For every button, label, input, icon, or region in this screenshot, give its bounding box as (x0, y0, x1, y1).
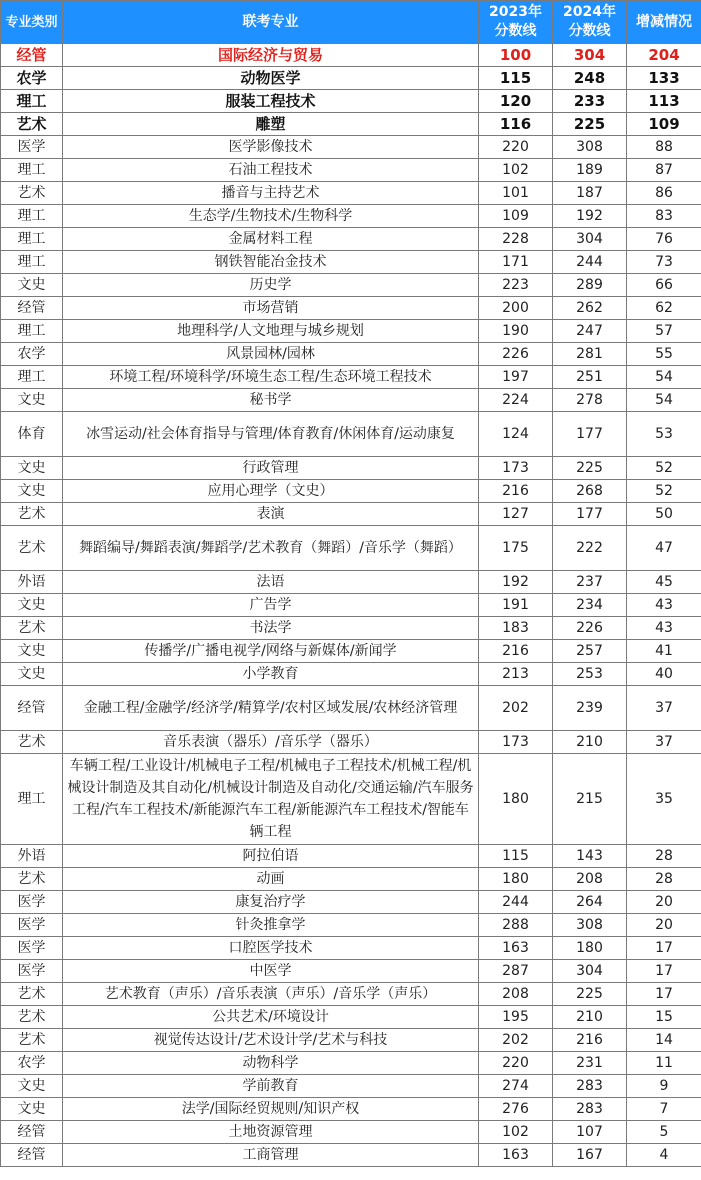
score-2023-cell: 244 (479, 891, 553, 914)
table-row (1, 1052, 701, 1075)
score-2024-cell: 251 (553, 366, 627, 389)
table-row (1, 914, 701, 937)
category-cell: 文史 (1, 1075, 63, 1098)
category-cell: 文史 (1, 640, 63, 663)
score-2023-cell: 102 (479, 159, 553, 182)
change-cell: 204 (627, 44, 701, 67)
change-cell: 17 (627, 960, 701, 983)
score-2024-cell: 278 (553, 389, 627, 412)
score-2024-cell: 226 (553, 617, 627, 640)
table-row (1, 1006, 701, 1029)
category-cell: 理工 (1, 159, 63, 182)
major-cell: 阿拉伯语 (63, 845, 479, 868)
score-2024-cell: 177 (553, 503, 627, 526)
category-cell: 艺术 (1, 983, 63, 1006)
table-row (1, 228, 701, 251)
score-2023-cell: 116 (479, 113, 553, 136)
score-2023-cell: 163 (479, 937, 553, 960)
category-cell: 文史 (1, 480, 63, 503)
major-cell: 播音与主持艺术 (63, 182, 479, 205)
change-cell: 54 (627, 366, 701, 389)
score-2024-cell: 233 (553, 90, 627, 113)
major-cell: 艺术教育（声乐）/音乐表演（声乐）/音乐学（声乐） (63, 983, 479, 1006)
table-row (1, 1144, 701, 1167)
score-2023-cell: 276 (479, 1098, 553, 1121)
table-row (1, 320, 701, 343)
major-cell: 钢铁智能冶金技术 (63, 251, 479, 274)
table-row (1, 731, 701, 754)
table-row (1, 343, 701, 366)
table-row (1, 480, 701, 503)
table-row (1, 983, 701, 1006)
score-2023-cell: 183 (479, 617, 553, 640)
change-cell: 54 (627, 389, 701, 412)
table-row (1, 113, 701, 136)
major-cell: 服装工程技术 (63, 90, 479, 113)
header-major: 联考专业 (63, 1, 479, 44)
table-row (1, 274, 701, 297)
score-2024-cell: 239 (553, 686, 627, 731)
score-2023-cell: 173 (479, 457, 553, 480)
score-2023-cell: 226 (479, 343, 553, 366)
score-2024-cell: 308 (553, 914, 627, 937)
change-cell: 73 (627, 251, 701, 274)
score-2023-cell: 124 (479, 412, 553, 457)
major-cell: 广告学 (63, 594, 479, 617)
category-cell: 经管 (1, 1121, 63, 1144)
change-cell: 43 (627, 594, 701, 617)
category-cell: 医学 (1, 891, 63, 914)
change-cell: 45 (627, 571, 701, 594)
major-cell: 视觉传达设计/艺术设计学/艺术与科技 (63, 1029, 479, 1052)
change-cell: 28 (627, 845, 701, 868)
change-cell: 11 (627, 1052, 701, 1075)
category-cell: 理工 (1, 320, 63, 343)
major-cell: 动物医学 (63, 67, 479, 90)
score-2023-cell: 109 (479, 205, 553, 228)
table-row (1, 1098, 701, 1121)
score-2024-cell: 304 (553, 44, 627, 67)
score-2023-cell: 175 (479, 526, 553, 571)
score-2023-cell: 216 (479, 640, 553, 663)
major-cell: 地理科学/人文地理与城乡规划 (63, 320, 479, 343)
score-2023-cell: 202 (479, 686, 553, 731)
category-cell: 艺术 (1, 182, 63, 205)
score-2023-cell: 180 (479, 754, 553, 845)
change-cell: 40 (627, 663, 701, 686)
category-cell: 理工 (1, 251, 63, 274)
table-row (1, 571, 701, 594)
category-cell: 文史 (1, 457, 63, 480)
major-cell: 雕塑 (63, 113, 479, 136)
major-cell: 风景园林/园林 (63, 343, 479, 366)
major-cell: 法语 (63, 571, 479, 594)
table-row (1, 90, 701, 113)
table-row (1, 412, 701, 457)
score-2024-cell: 264 (553, 891, 627, 914)
category-cell: 艺术 (1, 1029, 63, 1052)
score-2023-cell: 191 (479, 594, 553, 617)
table-row (1, 526, 701, 571)
major-cell: 舞蹈编导/舞蹈表演/舞蹈学/艺术教育（舞蹈）/音乐学（舞蹈） (63, 526, 479, 571)
table-row (1, 594, 701, 617)
score-2023-cell: 200 (479, 297, 553, 320)
major-cell: 环境工程/环境科学/环境生态工程/生态环境工程技术 (63, 366, 479, 389)
major-cell: 应用心理学（文史） (63, 480, 479, 503)
change-cell: 15 (627, 1006, 701, 1029)
major-cell: 书法学 (63, 617, 479, 640)
major-cell: 金属材料工程 (63, 228, 479, 251)
score-2024-cell: 237 (553, 571, 627, 594)
table-row (1, 297, 701, 320)
change-cell: 76 (627, 228, 701, 251)
table-row (1, 845, 701, 868)
change-cell: 47 (627, 526, 701, 571)
change-cell: 109 (627, 113, 701, 136)
change-cell: 4 (627, 1144, 701, 1167)
header-score-2024: 2024年 分数线 (553, 1, 627, 44)
category-cell: 理工 (1, 228, 63, 251)
major-cell: 口腔医学技术 (63, 937, 479, 960)
score-2023-cell: 127 (479, 503, 553, 526)
change-cell: 113 (627, 90, 701, 113)
table-row (1, 960, 701, 983)
change-cell: 20 (627, 914, 701, 937)
change-cell: 52 (627, 480, 701, 503)
score-2023-cell: 216 (479, 480, 553, 503)
table-row (1, 663, 701, 686)
major-cell: 国际经济与贸易 (63, 44, 479, 67)
change-cell: 62 (627, 297, 701, 320)
table-row (1, 1075, 701, 1098)
table-row (1, 159, 701, 182)
change-cell: 5 (627, 1121, 701, 1144)
table-row (1, 1029, 701, 1052)
change-cell: 86 (627, 182, 701, 205)
change-cell: 53 (627, 412, 701, 457)
major-cell: 音乐表演（器乐）/音乐学（器乐） (63, 731, 479, 754)
score-2023-cell: 228 (479, 228, 553, 251)
score-2024-cell: 208 (553, 868, 627, 891)
table-row (1, 868, 701, 891)
change-cell: 55 (627, 343, 701, 366)
score-2024-cell: 268 (553, 480, 627, 503)
score-2024-cell: 210 (553, 1006, 627, 1029)
score-2024-cell: 225 (553, 457, 627, 480)
category-cell: 农学 (1, 67, 63, 90)
category-cell: 文史 (1, 663, 63, 686)
table-row (1, 67, 701, 90)
score-2024-cell: 189 (553, 159, 627, 182)
change-cell: 7 (627, 1098, 701, 1121)
score-2024-cell: 283 (553, 1098, 627, 1121)
score-2023-cell: 208 (479, 983, 553, 1006)
major-cell: 历史学 (63, 274, 479, 297)
change-cell: 87 (627, 159, 701, 182)
change-cell: 88 (627, 136, 701, 159)
score-2023-cell: 197 (479, 366, 553, 389)
change-cell: 37 (627, 731, 701, 754)
table-row (1, 754, 701, 845)
score-2024-cell: 289 (553, 274, 627, 297)
category-cell: 艺术 (1, 503, 63, 526)
score-2024-cell: 281 (553, 343, 627, 366)
score-2023-cell: 190 (479, 320, 553, 343)
table-row (1, 891, 701, 914)
score-2024-cell: 308 (553, 136, 627, 159)
category-cell: 文史 (1, 594, 63, 617)
score-2024-cell: 216 (553, 1029, 627, 1052)
change-cell: 83 (627, 205, 701, 228)
score-2024-cell: 225 (553, 113, 627, 136)
category-cell: 文史 (1, 389, 63, 412)
change-cell: 14 (627, 1029, 701, 1052)
change-cell: 9 (627, 1075, 701, 1098)
score-2024-cell: 248 (553, 67, 627, 90)
table-body (1, 44, 701, 1167)
header-score-2023: 2023年 分数线 (479, 1, 553, 44)
score-2024-cell: 107 (553, 1121, 627, 1144)
score-2023-cell: 202 (479, 1029, 553, 1052)
score-2024-cell: 231 (553, 1052, 627, 1075)
change-cell: 133 (627, 67, 701, 90)
major-cell: 工商管理 (63, 1144, 479, 1167)
major-cell: 冰雪运动/社会体育指导与管理/体育教育/休闲体育/运动康复 (63, 412, 479, 457)
category-cell: 外语 (1, 845, 63, 868)
category-cell: 艺术 (1, 1006, 63, 1029)
score-2024-cell: 222 (553, 526, 627, 571)
major-cell: 医学影像技术 (63, 136, 479, 159)
score-2024-cell: 210 (553, 731, 627, 754)
score-2023-cell: 180 (479, 868, 553, 891)
score-2023-cell: 101 (479, 182, 553, 205)
table-row (1, 617, 701, 640)
score-2023-cell: 213 (479, 663, 553, 686)
major-cell: 小学教育 (63, 663, 479, 686)
table-row (1, 1121, 701, 1144)
score-2024-cell: 234 (553, 594, 627, 617)
change-cell: 52 (627, 457, 701, 480)
category-cell: 医学 (1, 937, 63, 960)
header-row (1, 1, 701, 44)
category-cell: 艺术 (1, 868, 63, 891)
table-header (1, 1, 701, 44)
score-2023-cell: 192 (479, 571, 553, 594)
category-cell: 艺术 (1, 731, 63, 754)
score-2024-cell: 283 (553, 1075, 627, 1098)
major-cell: 中医学 (63, 960, 479, 983)
major-cell: 土地资源管理 (63, 1121, 479, 1144)
header-change: 增减情况 (627, 1, 701, 44)
category-cell: 理工 (1, 205, 63, 228)
score-2023-cell: 220 (479, 136, 553, 159)
major-cell: 学前教育 (63, 1075, 479, 1098)
score-2024-cell: 180 (553, 937, 627, 960)
score-2023-cell: 115 (479, 67, 553, 90)
category-cell: 经管 (1, 297, 63, 320)
major-cell: 车辆工程/工业设计/机械电子工程/机械电子工程技术/机械工程/机械设计制造及其自动化/机械设计制造及自动化/交通运输/汽车服务工程/汽车工程技术/新能源汽车工程/新能源汽车工程技术/智能车辆工程 (63, 754, 479, 845)
header-category: 专业类别 (1, 1, 63, 44)
score-2023-cell: 220 (479, 1052, 553, 1075)
score-2024-cell: 225 (553, 983, 627, 1006)
score-2023-cell: 224 (479, 389, 553, 412)
score-2024-cell: 167 (553, 1144, 627, 1167)
score-2024-cell: 262 (553, 297, 627, 320)
category-cell: 文史 (1, 274, 63, 297)
score-2024-cell: 304 (553, 228, 627, 251)
major-cell: 传播学/广播电视学/网络与新媒体/新闻学 (63, 640, 479, 663)
score-2023-cell: 120 (479, 90, 553, 113)
table-row (1, 937, 701, 960)
table-row (1, 205, 701, 228)
table-row (1, 686, 701, 731)
change-cell: 17 (627, 937, 701, 960)
change-cell: 43 (627, 617, 701, 640)
score-2024-cell: 215 (553, 754, 627, 845)
table-row (1, 457, 701, 480)
category-cell: 医学 (1, 914, 63, 937)
major-cell: 法学/国际经贸规则/知识产权 (63, 1098, 479, 1121)
score-2024-cell: 247 (553, 320, 627, 343)
category-cell: 经管 (1, 686, 63, 731)
major-cell: 针灸推拿学 (63, 914, 479, 937)
table-row (1, 640, 701, 663)
major-cell: 动物科学 (63, 1052, 479, 1075)
score-2023-cell: 171 (479, 251, 553, 274)
score-2023-cell: 102 (479, 1121, 553, 1144)
score-2024-cell: 244 (553, 251, 627, 274)
major-cell: 金融工程/金融学/经济学/精算学/农村区域发展/农林经济管理 (63, 686, 479, 731)
score-2024-cell: 143 (553, 845, 627, 868)
category-cell: 外语 (1, 571, 63, 594)
change-cell: 28 (627, 868, 701, 891)
score-2024-cell: 187 (553, 182, 627, 205)
change-cell: 35 (627, 754, 701, 845)
category-cell: 经管 (1, 44, 63, 67)
score-2023-cell: 287 (479, 960, 553, 983)
change-cell: 41 (627, 640, 701, 663)
change-cell: 50 (627, 503, 701, 526)
table-row (1, 182, 701, 205)
major-cell: 行政管理 (63, 457, 479, 480)
major-cell: 市场营销 (63, 297, 479, 320)
category-cell: 艺术 (1, 617, 63, 640)
category-cell: 体育 (1, 412, 63, 457)
major-cell: 康复治疗学 (63, 891, 479, 914)
table-row (1, 136, 701, 159)
category-cell: 经管 (1, 1144, 63, 1167)
score-2023-cell: 274 (479, 1075, 553, 1098)
score-2023-cell: 195 (479, 1006, 553, 1029)
score-2024-cell: 304 (553, 960, 627, 983)
table-row (1, 251, 701, 274)
score-2023-cell: 223 (479, 274, 553, 297)
table-row (1, 366, 701, 389)
table-row (1, 503, 701, 526)
score-2024-cell: 257 (553, 640, 627, 663)
category-cell: 农学 (1, 1052, 63, 1075)
category-cell: 理工 (1, 366, 63, 389)
major-cell: 表演 (63, 503, 479, 526)
score-2023-cell: 100 (479, 44, 553, 67)
category-cell: 艺术 (1, 526, 63, 571)
category-cell: 艺术 (1, 113, 63, 136)
score-2023-cell: 288 (479, 914, 553, 937)
change-cell: 57 (627, 320, 701, 343)
score-2023-cell: 115 (479, 845, 553, 868)
major-cell: 动画 (63, 868, 479, 891)
table-row (1, 44, 701, 67)
category-cell: 理工 (1, 754, 63, 845)
major-cell: 石油工程技术 (63, 159, 479, 182)
major-cell: 生态学/生物技术/生物科学 (63, 205, 479, 228)
change-cell: 37 (627, 686, 701, 731)
change-cell: 17 (627, 983, 701, 1006)
change-cell: 66 (627, 274, 701, 297)
category-cell: 文史 (1, 1098, 63, 1121)
score-2024-cell: 177 (553, 412, 627, 457)
score-2024-cell: 192 (553, 205, 627, 228)
category-cell: 医学 (1, 960, 63, 983)
category-cell: 理工 (1, 90, 63, 113)
change-cell: 20 (627, 891, 701, 914)
score-2023-cell: 163 (479, 1144, 553, 1167)
category-cell: 农学 (1, 343, 63, 366)
category-cell: 医学 (1, 136, 63, 159)
major-cell: 秘书学 (63, 389, 479, 412)
score-2024-cell: 253 (553, 663, 627, 686)
score-2023-cell: 173 (479, 731, 553, 754)
major-cell: 公共艺术/环境设计 (63, 1006, 479, 1029)
table-row (1, 389, 701, 412)
